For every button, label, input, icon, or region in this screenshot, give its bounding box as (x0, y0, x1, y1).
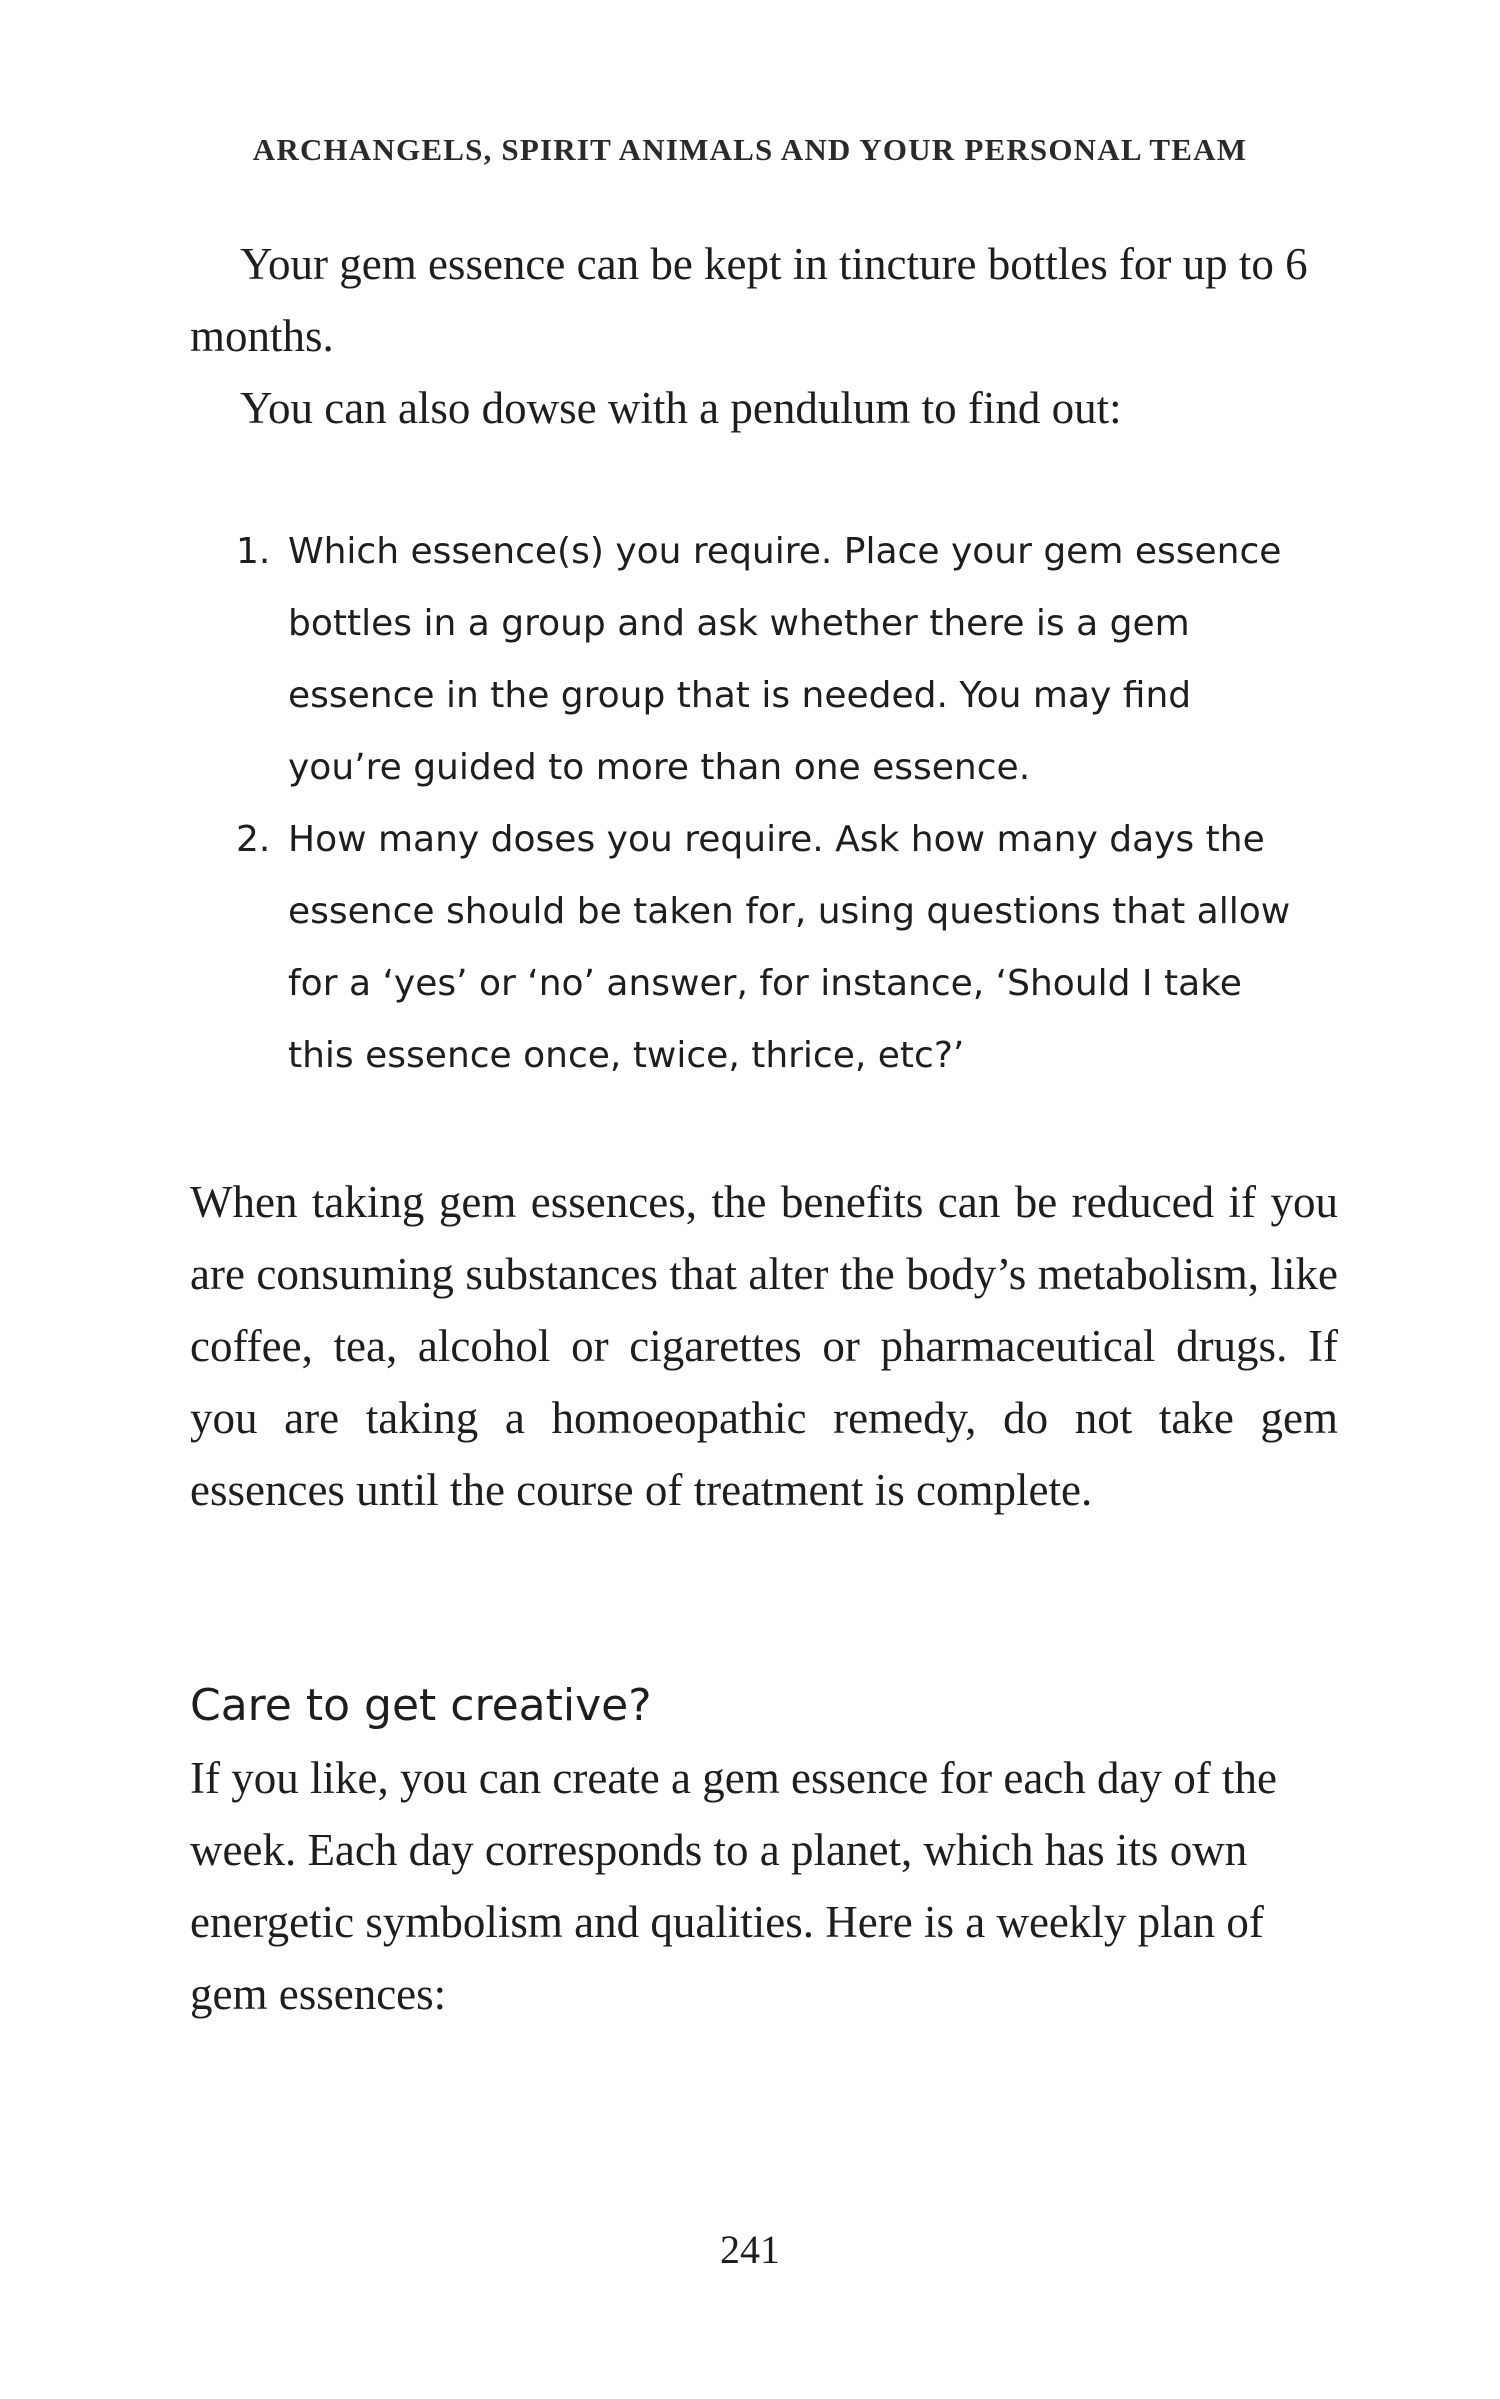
list-item-text: How many doses you require. Ask how many days the essence should be taken for, using questions that allow for a ‘yes’ or ‘no’ answer, for instance, ‘Should I take this essence once, twice, thrice, etc?’ (288, 819, 1291, 1076)
section-heading: Care to get creative? (190, 1680, 652, 1731)
caution-paragraph: When taking gem essences, the benefits can be reduced if you are consuming substances that alter the body’s metabolism, like coffee, tea, alcohol or cigarettes or pharmaceutical drugs. If you are taking a homoeopathic remedy, do not take gem essences until the course of treatment is complete. (190, 1177, 1338, 1515)
page-number: 241 (720, 2227, 780, 2272)
list-item-number: 1. (236, 531, 271, 572)
list-item-number: 2. (236, 819, 271, 860)
section-paragraph: If you like, you can create a gem essence for each day of the week. Each day corresponds to a planet, which has its own energetic symbolism and qualities. Here is a weekly plan of gem essences: (190, 1753, 1277, 2019)
dowsing-list (236, 516, 1316, 1092)
pendulum-intro-paragraph: You can also dowse with a pendulum to find out: (240, 383, 1122, 433)
list-item (236, 804, 1316, 1092)
list-item (236, 516, 1316, 804)
list-item-text: Which essence(s) you require. Place your gem essence bottles in a group and ask whether there is a gem essence in the group that is needed. You may find you’re guided to more than one essence. (288, 531, 1282, 788)
running-header: ARCHANGELS, SPIRIT ANIMALS AND YOUR PERSONAL TEAM (252, 132, 1248, 167)
intro-paragraph: Your gem essence can be kept in tincture bottles for up to 6 months. (190, 239, 1308, 361)
